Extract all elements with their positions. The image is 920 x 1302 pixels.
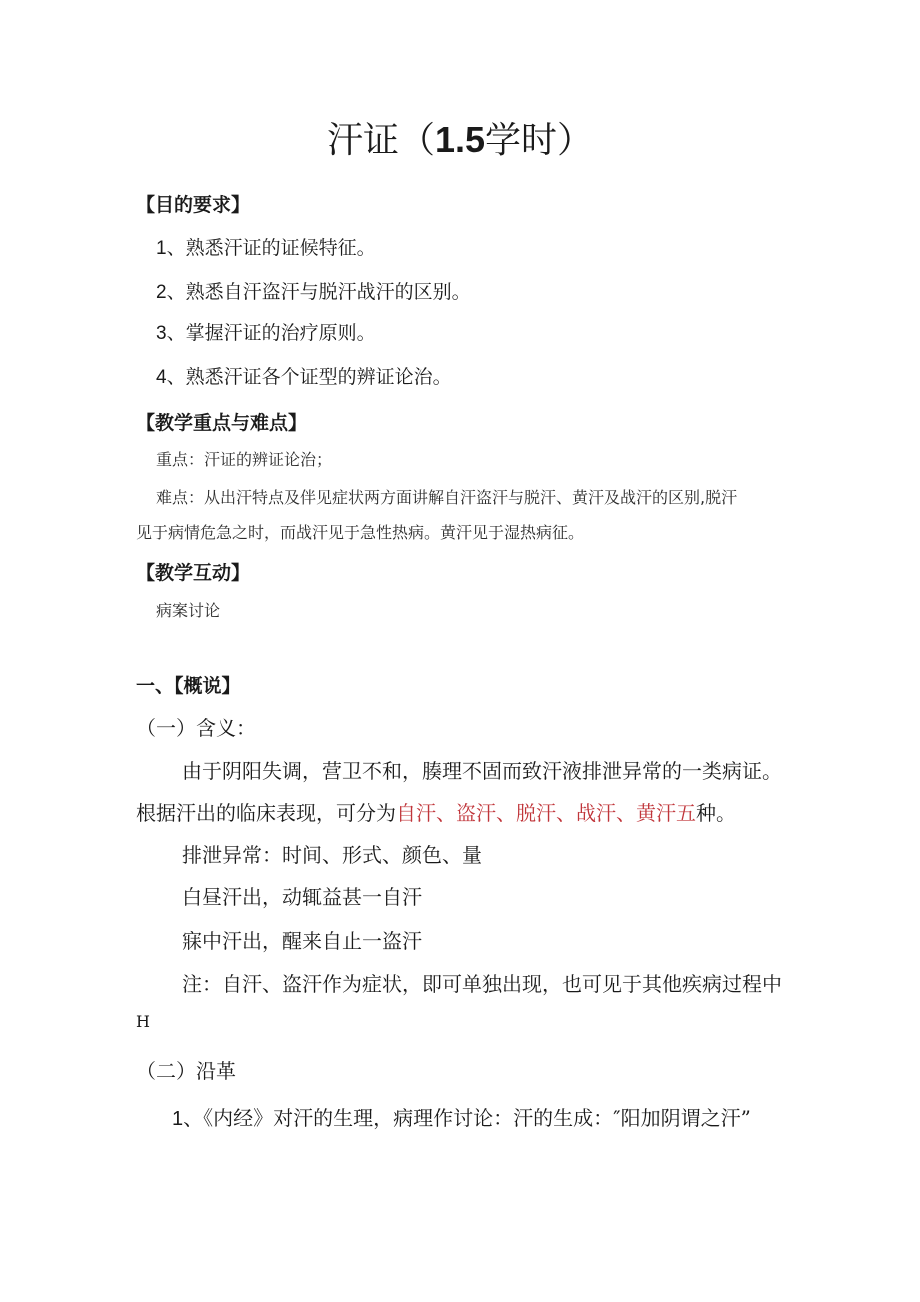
definition-line2-suffix: 种。 (696, 801, 736, 825)
keypoints-heading: 【教学重点与难点】 (136, 412, 308, 434)
objective-item-4 (156, 362, 452, 389)
objective-num-4: 4、 (156, 367, 186, 388)
objective-num-1: 1、 (156, 238, 186, 259)
interaction-heading: 【教学互动】 (136, 562, 251, 584)
objective-text-3: 掌握汗证的治疗原则。 (185, 322, 376, 344)
keypoints-focus: 重点：汗证的辨证论治； (156, 450, 333, 469)
sweat-types-highlight: 自汗、盗汗、脱汗、战汗、黄汗五 (396, 801, 696, 825)
keypoints-difficulty-line1: 难点：从出汗特点及伴见症状两方面讲解自汗盗汗与脱汗、黄汗及战汗的区别,脱汗 (156, 488, 738, 507)
objectives-heading: 【目的要求】 (136, 194, 251, 216)
document-title (0, 112, 920, 163)
interaction-text: 病案讨论 (156, 601, 221, 620)
history-item-num: 1、 (172, 1108, 204, 1130)
history-heading: （二）沿革 (136, 1059, 236, 1083)
title-paren-rest: 学时） (485, 120, 594, 161)
definition-line2-prefix: 根据汗出的临床表现，可分为 (136, 801, 396, 825)
history-item-1 (172, 1102, 751, 1131)
overview-heading: 一、【概说】 (136, 675, 241, 697)
night-sweating: 寐中汗出，醒来自止一盗汗 (182, 929, 422, 953)
note-continuation: H (136, 1012, 150, 1031)
note-line: 注：自汗、盗汗作为症状，即可单独出现，也可见于其他疾病过程中 (182, 972, 782, 996)
objective-text-1: 熟悉汗证的证候特征。 (185, 237, 376, 259)
objective-num-3: 3、 (156, 323, 186, 344)
definition-line1: 由于阴阳失调，营卫不和，腠理不固而致汗液排泄异常的一类病证。 (182, 759, 782, 783)
history-item-text: 《内经》对汗的生理，病理作讨论：汗的生成：″阳加阴谓之汗” (203, 1106, 751, 1130)
spontaneous-sweating: 白昼汗出，动辄益甚一自汗 (182, 885, 422, 909)
definition-line2 (136, 797, 736, 826)
title-hours: 1.5 (434, 119, 486, 160)
objective-item-2 (156, 277, 471, 304)
abnormal-excretion: 排泄异常：时间、形式、颜色、量 (182, 843, 482, 867)
definition-heading: （一）含义： (136, 716, 256, 740)
objective-item-1 (156, 233, 376, 260)
objective-text-2: 熟悉自汗盗汗与脱汗战汗的区别。 (185, 281, 471, 303)
keypoints-difficulty-line2: 见于病情危急之时，而战汗见于急性热病。黄汗见于湿热病征。 (136, 523, 585, 542)
objective-item-3 (156, 318, 376, 345)
objective-text-4: 熟悉汗证各个证型的辨证论治。 (185, 366, 452, 388)
title-main: 汗证 (326, 120, 399, 161)
objective-num-2: 2、 (156, 282, 186, 303)
title-paren-open: （ (398, 120, 435, 161)
